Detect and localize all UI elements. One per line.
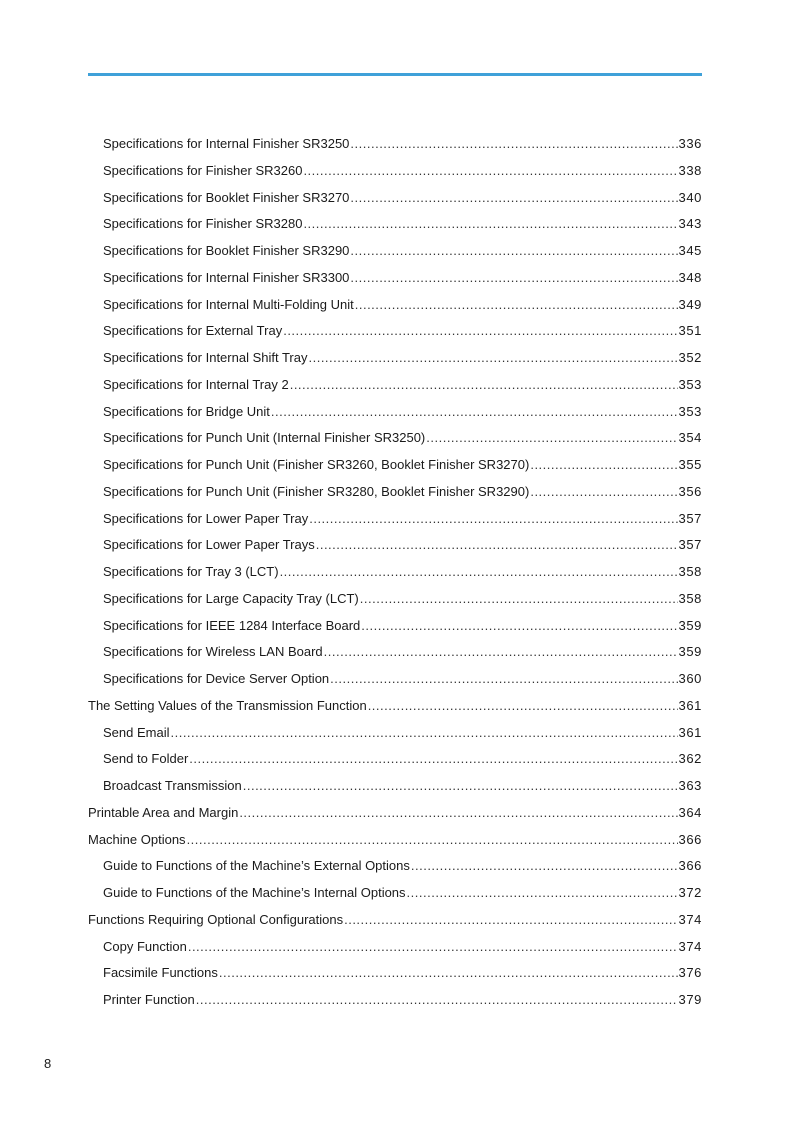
toc-leader-dots (350, 265, 677, 292)
toc-entry[interactable] (88, 586, 702, 613)
toc-entry-page: 340 (678, 189, 702, 205)
toc-entry[interactable] (88, 399, 702, 426)
toc-leader-dots (283, 318, 677, 345)
toc-entry[interactable] (88, 800, 702, 827)
toc-entry-page: 366 (678, 858, 702, 874)
toc-entry-page: 353 (678, 403, 702, 419)
toc-entry-title: Specifications for Lower Paper Tray (103, 510, 309, 526)
toc-entry[interactable] (88, 880, 702, 907)
toc-entry-page: 374 (678, 911, 702, 927)
toc-entry-title: Specifications for Device Server Option (103, 671, 330, 686)
toc-entry-page: 358 (678, 564, 702, 579)
toc-entry-page: 364 (678, 804, 702, 820)
toc-leader-dots (350, 238, 677, 265)
toc-entry-title: Broadcast Transmission (103, 778, 242, 793)
toc-entry-page: 349 (678, 296, 702, 312)
toc-entry-title: Specifications for Internal Finisher SR3250 (103, 136, 350, 151)
toc-entry-title: Copy Function (103, 938, 187, 954)
toc-entry-page: 361 (678, 697, 702, 713)
toc-entry-title: Functions Requiring Optional Configurations (88, 911, 344, 927)
toc-entry-title: Specifications for Internal Multi-Folding Unit (103, 296, 354, 312)
toc-entry-title: Specifications for Internal Finisher SR3300 (103, 269, 350, 285)
toc-leader-dots (330, 666, 677, 693)
toc-leader-dots (280, 559, 678, 586)
toc-leader-dots (290, 372, 678, 399)
toc-entry-page: 348 (678, 269, 702, 285)
toc-entry[interactable] (88, 559, 702, 586)
toc-leader-dots (219, 960, 678, 987)
toc-entry[interactable] (88, 265, 702, 292)
toc-entry-page: 360 (678, 671, 702, 686)
toc-leader-dots (239, 800, 677, 827)
toc-entry[interactable] (88, 372, 702, 399)
toc-entry[interactable] (88, 773, 702, 800)
toc-leader-dots (350, 185, 677, 212)
toc-entry[interactable] (88, 506, 702, 533)
toc-entry-title: Specifications for Finisher SR3260 (103, 162, 303, 178)
toc-entry[interactable] (88, 532, 702, 559)
toc-entry-title: Guide to Functions of the Machine’s Internal Options (103, 885, 406, 900)
toc-entry[interactable] (88, 238, 702, 265)
toc-leader-dots (303, 211, 677, 238)
toc-leader-dots (303, 158, 677, 185)
toc-leader-dots (344, 907, 677, 934)
toc-entry-title: Specifications for Lower Paper Trays (103, 537, 315, 553)
toc-entry-title: Printable Area and Margin (88, 804, 239, 820)
toc-entry-title: Specifications for IEEE 1284 Interface Board (103, 617, 361, 633)
toc-entry[interactable] (88, 639, 702, 666)
toc-entry-page: 343 (678, 216, 702, 232)
toc-entry-page: 359 (678, 617, 702, 633)
toc-entry-title: Facsimile Functions (103, 965, 218, 981)
toc-leader-dots (243, 773, 678, 800)
toc-entry[interactable] (88, 853, 702, 880)
toc-entry-page: 338 (678, 162, 702, 178)
toc-entry-page: 376 (678, 965, 702, 981)
toc-entry[interactable] (88, 960, 702, 987)
toc-entry[interactable] (88, 907, 702, 934)
toc-entry-page: 357 (678, 510, 702, 526)
toc-entry-title: Machine Options (88, 831, 186, 847)
toc-entry-page: 354 (678, 430, 702, 446)
toc-leader-dots (196, 987, 678, 1014)
toc-leader-dots (530, 479, 677, 506)
toc-leader-dots (355, 292, 678, 319)
toc-entry-title: Specifications for External Tray (103, 323, 283, 339)
toc-leader-dots (324, 639, 678, 666)
toc-entry[interactable] (88, 452, 702, 479)
toc-leader-dots (316, 532, 678, 559)
toc-leader-dots (360, 586, 678, 613)
toc-entry-page: 353 (678, 376, 702, 392)
toc-leader-dots (407, 880, 678, 907)
toc-entry-title: Specifications for Punch Unit (Finisher SR3280, Booklet Finisher SR3290) (103, 483, 530, 499)
toc-entry-page: 358 (678, 590, 702, 606)
toc-entry-page: 351 (678, 323, 702, 339)
toc-entry[interactable] (88, 934, 702, 961)
toc-entry-title: Specifications for Punch Unit (Finisher SR3260, Booklet Finisher SR3270) (103, 457, 530, 472)
toc-entry[interactable] (88, 158, 702, 185)
toc-leader-dots (530, 452, 677, 479)
toc-entry-title: Specifications for Internal Tray 2 (103, 376, 289, 392)
toc-entry-title: Guide to Functions of the Machine’s External Options (103, 858, 410, 874)
toc-entry-title: Specifications for Internal Shift Tray (103, 350, 308, 365)
toc-entry-page: 363 (678, 778, 702, 793)
toc-entry-page: 352 (678, 350, 702, 365)
toc-leader-dots (368, 693, 678, 720)
toc-leader-dots (308, 345, 677, 372)
toc-entry-title: Specifications for Large Capacity Tray (LCT) (103, 590, 359, 606)
toc-entry[interactable] (88, 746, 702, 773)
toc-entry[interactable] (88, 827, 702, 854)
toc-entry-title: Specifications for Booklet Finisher SR3290 (103, 243, 350, 258)
toc-entry-page: 357 (678, 537, 702, 553)
table-of-contents (88, 131, 702, 1014)
toc-leader-dots (170, 720, 677, 747)
toc-entry[interactable] (88, 693, 702, 720)
toc-leader-dots (350, 131, 677, 158)
toc-entry[interactable] (88, 211, 702, 238)
toc-entry[interactable] (88, 613, 702, 640)
toc-entry-page: 362 (678, 751, 702, 767)
toc-leader-dots (189, 746, 677, 773)
toc-entry-title: Specifications for Tray 3 (LCT) (103, 564, 279, 579)
toc-entry[interactable] (88, 479, 702, 506)
toc-entry-title: Specifications for Finisher SR3280 (103, 216, 303, 232)
toc-leader-dots (426, 425, 677, 452)
toc-entry[interactable] (88, 425, 702, 452)
toc-entry-page: 366 (678, 831, 702, 847)
toc-leader-dots (361, 613, 677, 640)
toc-entry[interactable] (88, 131, 702, 158)
toc-entry[interactable] (88, 292, 702, 319)
header-rule (88, 73, 702, 76)
toc-entry[interactable] (88, 987, 702, 1014)
toc-entry-page: 372 (678, 885, 702, 900)
toc-entry-title: Send Email (103, 724, 170, 740)
toc-entry-page: 336 (678, 136, 702, 151)
toc-entry-title: Specifications for Wireless LAN Board (103, 644, 323, 660)
toc-entry-title: The Setting Values of the Transmission Function (88, 697, 367, 713)
toc-leader-dots (188, 934, 678, 961)
toc-entry[interactable] (88, 666, 702, 693)
toc-entry-page: 356 (678, 483, 702, 499)
toc-entry-page: 379 (678, 992, 702, 1007)
toc-entry-title: Specifications for Punch Unit (Internal Finisher SR3250) (103, 430, 426, 446)
toc-entry-title: Specifications for Booklet Finisher SR3270 (103, 189, 350, 205)
toc-entry-title: Specifications for Bridge Unit (103, 403, 270, 419)
toc-entry[interactable] (88, 185, 702, 212)
page-number: 8 (44, 1056, 52, 1071)
toc-leader-dots (187, 827, 678, 854)
toc-entry[interactable] (88, 318, 702, 345)
toc-entry[interactable] (88, 720, 702, 747)
toc-leader-dots (411, 853, 678, 880)
toc-leader-dots (309, 506, 677, 533)
toc-entry-title: Printer Function (103, 992, 195, 1007)
toc-leader-dots (271, 399, 678, 426)
toc-entry-page: 345 (678, 243, 702, 258)
toc-entry-page: 374 (678, 938, 702, 954)
toc-entry-title: Send to Folder (103, 751, 189, 767)
toc-entry[interactable] (88, 345, 702, 372)
toc-entry-page: 355 (678, 457, 702, 472)
toc-entry-page: 361 (678, 724, 702, 740)
toc-entry-page: 359 (678, 644, 702, 660)
